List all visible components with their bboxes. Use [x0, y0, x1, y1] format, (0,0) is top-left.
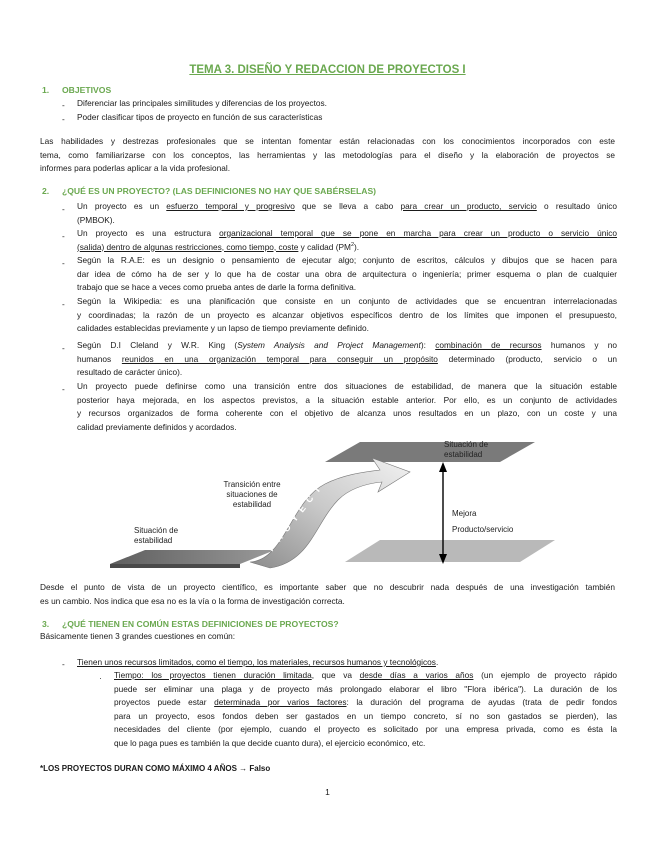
definition-line: Según la R.A.E: es un designio o pensamiento de ejecutar algo; conjunto de escritos, cálculos y dibujos que se hacen para — [77, 255, 617, 265]
text-run: ). — [354, 241, 360, 252]
section-3-title: ¿QUÉ TIENEN EN COMÚN ESTAS DEFINICIONES DE PROYECTOS? — [62, 619, 339, 629]
superscript: 2 — [350, 241, 354, 248]
italic-text: System Analysis and Project Management — [237, 340, 421, 350]
time-subitem — [114, 669, 617, 750]
underlined-text: esfuerzo temporal y progresivo — [166, 201, 295, 211]
subitem-line: para un proyecto, esos fondos deben ser gastados en un tiempo concreto, sí no son gastados se pierden), las — [114, 710, 617, 721]
dash-bullet: - — [62, 204, 65, 214]
text-run: determinado (producto, servicio o un — [437, 353, 618, 364]
subitem-line — [114, 696, 617, 710]
dash-bullet: - — [62, 114, 65, 124]
definition-line — [77, 227, 617, 241]
arrow-icon: → — [239, 764, 248, 773]
dash-bullet: - — [62, 343, 65, 353]
note-answer: Falso — [249, 764, 271, 773]
section-2-number: 2. — [42, 186, 50, 196]
subitem-line: que lo paga pues es también la que decide cuanto dura), el ejercicio económico, etc. — [114, 737, 426, 748]
section-3-intro: Básicamente tienen 3 grandes cuestiones en común: — [40, 631, 236, 641]
duration-note — [40, 762, 270, 776]
definition-cleland-king — [77, 339, 617, 380]
definition-line: y coordinadas; la razón de un proyecto es alcanzar objetivos específicos dentro de los límites que imponen el presupuesto, — [77, 309, 617, 320]
common-item-1 — [77, 656, 438, 670]
objective-item-1: Diferenciar las principales similitudes y diferencias de los proyectos. — [77, 98, 327, 108]
definition-line: dar idea de cómo ha de ser y lo que ha de costar una obra de arquitectura o ingeniería; primer esquema o plan de cualquier — [77, 268, 617, 279]
text-run: . — [435, 657, 439, 667]
definition-line — [77, 353, 617, 367]
text-run: Según D.I Cleland y W.R. King ( — [77, 340, 238, 350]
definition-line: (PMBOK). — [77, 214, 115, 225]
definition-rae — [77, 254, 617, 295]
underlined-text: reunidos en una organización temporal para conseguir un propósito — [121, 353, 438, 364]
section-1-title: OBJETIVOS — [62, 85, 112, 95]
document-title: TEMA 3. DISEÑO Y REDACCION DE PROYECTOS I — [189, 64, 466, 76]
definition-line: y recursos organizados de forma coherente con el objetivo de alcanza unos resultados en un plazo, con un coste y una — [77, 408, 617, 418]
definition-line: Según la Wikipedia: es una planificación que consiste en un conjunto de actividades que se encuentran interrelacionadas — [77, 296, 617, 306]
subitem-line — [114, 669, 617, 683]
underlined-text: Tiempo: los proyectos tienen duración limitada — [114, 670, 312, 680]
dash-bullet: - — [62, 659, 65, 669]
text-run: : la duración del programa de ayudas (trata de pedir fondos — [346, 697, 617, 707]
definition-line — [77, 200, 617, 214]
text-run: o resultado único — [536, 201, 618, 211]
start-label-line-1: Situación de — [134, 526, 179, 535]
underlined-text: para crear un producto, servicio — [400, 201, 537, 211]
dash-bullet: - — [62, 231, 65, 241]
dash-bullet: - — [62, 299, 65, 309]
text-run: que se lleva a cabo — [294, 201, 401, 211]
text-run: (un ejemplo de proyecto rápido — [473, 670, 618, 680]
section-1-number: 1. — [42, 85, 50, 95]
project-transition-figure — [100, 432, 570, 582]
scientific-project-paragraph — [40, 581, 615, 608]
definition-line: posterior haya mejorada, en los aspectos previstos, a la situación estable anterior. Por ello, es un conjunto de actividades — [77, 394, 617, 405]
text-run: humanos y no — [541, 340, 618, 350]
definition-line: calidades establecidas previamente y un lapso de tiempo previamente definido. — [77, 323, 369, 333]
definition-line: calidad previamente definidos y acordados. — [77, 421, 237, 432]
paragraph-line: tema, como familiarizarse con los conceptos, las herramientas y las metodologías para el diseño y la elaboración de proyectos se — [40, 149, 615, 160]
underlined-text: (salida) dentro de algunas restricciones, como tiempo, coste — [77, 241, 299, 252]
definition-pmbok — [77, 200, 617, 227]
improvement-label-2: Producto/servicio — [452, 525, 514, 534]
end-label-line-1: Situación de — [444, 440, 489, 449]
text-run: humanos — [77, 353, 122, 364]
end-label-line-2: estabilidad — [444, 450, 483, 459]
dash-bullet: - — [62, 258, 65, 268]
arrow-label: PROYECTO — [265, 469, 335, 554]
definition-pm2 — [77, 227, 617, 254]
start-label-line-2: estabilidad — [134, 536, 173, 545]
underlined-text: Tienen unos recursos limitados, como el tiempo, los materiales, recursos humanos y tecnológicos — [77, 657, 436, 667]
objectives-paragraph — [40, 135, 615, 176]
objective-item-2: Poder clasificar tipos de proyecto en función de sus características — [77, 112, 323, 122]
text-run: proyectos puede estar — [114, 697, 215, 707]
section-2-heading — [42, 186, 376, 196]
section-3-number: 3. — [42, 619, 50, 629]
paragraph-line: Desde el punto de vista de un proyecto científico, es importante saber que no descubrir nada después de una investigación también — [40, 582, 615, 592]
lower-platform-edge — [110, 564, 240, 568]
paragraph-line: Las habilidades y destrezas profesionales que se intentan fomentar están relacionadas con los conocimientos incorporados con este — [40, 136, 615, 146]
page-number: 1 — [325, 787, 330, 797]
definition-line — [77, 339, 617, 353]
definition-wikipedia — [77, 295, 617, 336]
definition-line — [77, 241, 617, 255]
improvement-arrowhead-top — [439, 462, 447, 472]
paragraph-line: es un cambio. Nos indica que esa no es la vía o la forma de investigación correcta. — [40, 595, 345, 606]
dash-bullet: - — [62, 100, 65, 110]
section-2-title: ¿QUÉ ES UN PROYECTO? (LAS DEFINICIONES NO HAY QUE SABÉRSELAS) — [62, 186, 377, 196]
text-run: , que va — [311, 670, 360, 680]
definition-transition — [77, 380, 617, 434]
text-run: ): — [420, 340, 436, 350]
section-1-heading — [42, 85, 111, 95]
underlined-text: combinación de recursos — [435, 340, 542, 350]
definition-line: resultado de carácter único). — [77, 367, 183, 377]
text-run: Un proyecto es un — [77, 201, 167, 211]
paragraph-line: informes para poderlas aplicar a la vida profesional. — [40, 163, 231, 173]
transition-label-line-2: situaciones de — [226, 490, 278, 499]
section-3-heading — [42, 619, 339, 629]
subitem-line: puede ser eliminar una plaga y de proyecto más prolongado elaborar el libro "Flora ibérica"). La duración de los — [114, 683, 617, 694]
dash-bullet: - — [62, 384, 65, 394]
lower-right-platform — [345, 540, 555, 562]
transition-label-line-1: Transición entre — [223, 480, 281, 489]
transition-label-line-3: estabilidad — [232, 500, 272, 509]
underlined-text: desde días a varios años — [359, 670, 474, 680]
improvement-label-1: Mejora — [452, 509, 477, 518]
text-run: Un proyecto es una estructura — [77, 228, 220, 238]
text-run: y calidad (PM — [298, 241, 351, 252]
subitem-line: necesidades del cliente (por ejemplo, cuando el proyecto es solicitado por una empresa privada, como es ésta la — [114, 724, 617, 734]
dot-bullet: · — [99, 673, 102, 683]
definition-line: trabajo que se hace a veces como prueba antes de darle la forma definitiva. — [77, 282, 357, 292]
note-text: *LOS PROYECTOS DURAN COMO MÁXIMO 4 AÑOS — [40, 764, 237, 773]
underlined-text: organizacional temporal que se pone en marcha para crear un producto o servicio único — [219, 228, 618, 238]
underlined-text: determinada por varios factores — [214, 697, 347, 707]
upper-platform — [325, 442, 535, 462]
definition-line: Un proyecto puede definirse como una transición entre dos situaciones de estabilidad, de manera que la situación estable — [77, 381, 617, 391]
